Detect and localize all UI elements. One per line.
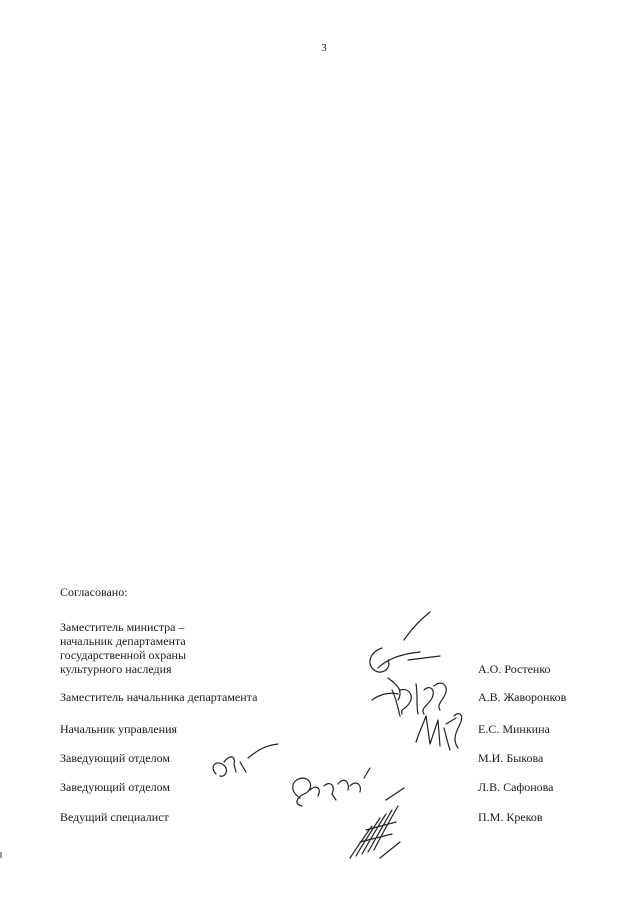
position-line: Ведущий специалист	[60, 810, 169, 824]
approver-name: А.О. Ростенко	[478, 662, 551, 676]
position-line: культурного наследия	[60, 662, 172, 676]
position-line: Заведующий отделом	[60, 780, 170, 794]
approver-row-minkina	[60, 722, 600, 736]
position-line: Заместитель министра –	[60, 620, 185, 634]
approval-heading: Согласовано:	[60, 585, 128, 599]
position-line: государственной охраны	[60, 648, 187, 662]
page-number: 3	[321, 42, 327, 54]
approver-row-krekov	[60, 810, 600, 824]
approver-position	[60, 722, 360, 736]
approver-row-safonova	[60, 780, 600, 794]
approver-name: М.И. Быкова	[478, 751, 544, 765]
position-line: начальник департамента	[60, 634, 186, 648]
approver-name: А.В. Жаворонков	[478, 690, 567, 704]
approver-position	[60, 810, 360, 824]
approver-name: Е.С. Минкина	[478, 722, 550, 736]
approver-position	[60, 620, 360, 676]
approver-position	[60, 780, 360, 794]
approval-block	[60, 585, 600, 824]
approver-name: П.М. Креков	[478, 810, 543, 824]
approver-position	[60, 690, 360, 704]
approver-row-bykova	[60, 751, 600, 765]
approver-position	[60, 751, 360, 765]
approver-row-zhavoronkov	[60, 690, 600, 704]
approver-row-rostenko	[60, 620, 600, 676]
scan-edge-mark	[0, 852, 2, 858]
position-line: Начальник управления	[60, 722, 178, 736]
approver-name: Л.В. Сафонова	[478, 780, 554, 794]
position-line: Заместитель начальника департамента	[60, 690, 258, 704]
position-line: Заведующий отделом	[60, 751, 170, 765]
